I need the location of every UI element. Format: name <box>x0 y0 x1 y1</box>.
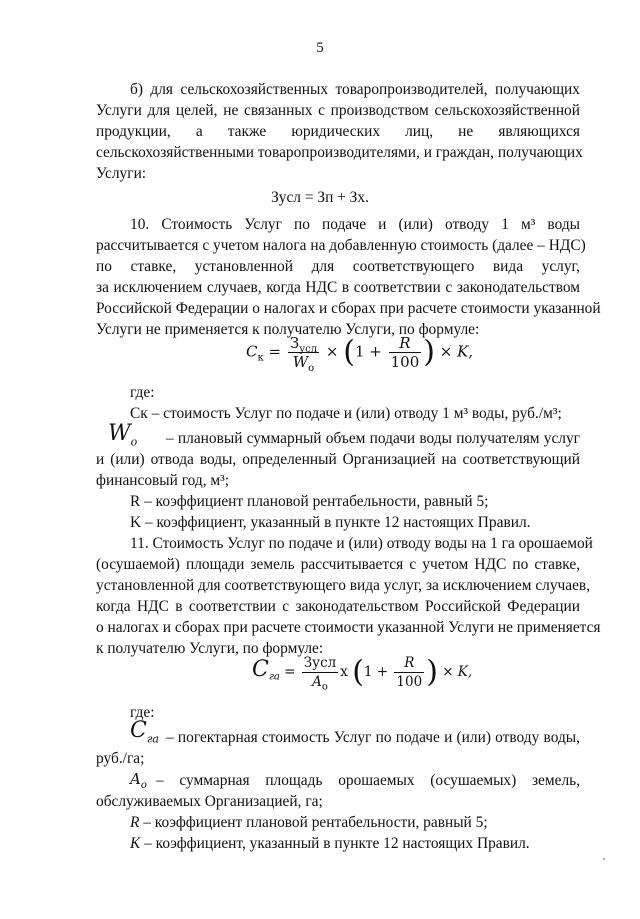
formula-stoimost-ga <box>252 654 472 691</box>
formula2-eq: = <box>284 664 296 680</box>
formula1-den: W <box>292 353 309 371</box>
formula2-inner-num: R <box>394 654 424 673</box>
text-line: Зусл = Зп + Зх. <box>271 189 369 206</box>
text-line: Услуги: <box>96 165 147 182</box>
text-line: к получателю Услуги, по формуле: <box>96 640 324 657</box>
formula1-times: × <box>325 342 339 361</box>
formula2-den-sub: о <box>321 681 328 693</box>
formula2-tail: × K, <box>442 664 473 680</box>
formula2-open-paren: ( <box>352 654 364 690</box>
formula2-one: 1 + <box>363 664 389 680</box>
text-line: K – коэффициент, указанный в пункте 12 настоящих Правил. <box>130 835 530 852</box>
formula2-times: x <box>340 664 348 680</box>
formula2-inner-fraction <box>394 654 424 691</box>
text-line: Cк – стоимость Услуг по подаче и (или) отводу 1 м³ воды, руб./м³; <box>130 405 562 422</box>
text-line: R – коэффициент плановой рентабельности, равный 5; <box>130 493 489 510</box>
text-line: когда НДС в соответствии с законодательством Российской Федерации <box>96 598 580 615</box>
text-line: Российской Федерации о налогах и сборах при расчете стоимости указанной <box>96 300 601 317</box>
symbol-wo-sub: o <box>130 435 138 449</box>
formula-stoimost-m3 <box>246 334 474 374</box>
formula2-lhs: C <box>252 657 269 682</box>
text-line: и (или) отвода воды, определенный Организацией на соответствующий <box>96 451 580 468</box>
text-line: финансовый год, м³; <box>96 472 230 489</box>
text-line: – суммарная площадь орошаемых (осушаемых) земель, <box>156 772 580 789</box>
formula1-lhs: C <box>246 342 258 361</box>
formula2-num: Зусл <box>303 655 337 671</box>
symbol-cga <box>130 718 159 746</box>
symbol-wo-letter: W <box>108 421 131 446</box>
formula1-one: 1 + <box>354 342 382 361</box>
formula2-close-paren: ) <box>426 654 438 690</box>
text-line: K – коэффициент, указанный в пункте 12 настоящих Правил. <box>130 514 531 531</box>
text-line: Услуги для целей, не связанных с производством сельскохозяйственной <box>96 102 580 119</box>
formula1-eq: = <box>268 342 282 361</box>
text-line: 11. Стоимость Услуг по подаче и (или) отводу воды на 1 га орошаемой <box>130 535 593 552</box>
text-line: за исключением случаев, когда НДС в соответствии с законодательством <box>96 279 580 296</box>
scan-speck <box>603 858 605 860</box>
text-line: б) для сельскохозяйственных товаропроизводителей, получающих <box>130 81 580 98</box>
text-line: по ставке, установленной для соответствующего вида услуг, <box>96 258 580 275</box>
formula1-tail: × K, <box>439 342 474 361</box>
symbol-wo <box>108 421 138 449</box>
formula1-inner-num: R <box>389 334 422 353</box>
formula1-num: З <box>289 334 300 352</box>
text-line: где: <box>130 704 155 721</box>
symbol-ao-sub: о <box>140 780 147 791</box>
formula1-lhs-sub: к <box>257 352 264 364</box>
symbol-cga-sub: га <box>146 732 159 746</box>
formula2-fraction <box>302 654 339 691</box>
text-line: руб./га; <box>96 750 145 767</box>
text-line: (осушаемой) площади земель рассчитывается с учетом НДС по ставке, <box>96 556 580 573</box>
formula2-den: A <box>312 674 322 690</box>
text-line: – плановый суммарный объем подачи воды получателям услуг <box>166 430 580 447</box>
text-line: рассчитывается с учетом налога на добавленную стоимость (далее – НДС) <box>96 237 586 254</box>
formula1-den-sub: о <box>308 363 315 374</box>
text-line: – погектарная стоимость Услуг по подаче и (или) отводу воды, <box>166 729 580 746</box>
text-line: продукции, а также юридических лиц, не являющихся <box>96 123 580 140</box>
formula1-open-paren: ( <box>343 334 355 370</box>
text-line: сельскохозяйственными товаропроизводителями, и граждан, получающих <box>96 144 583 161</box>
text-line: установленной для соответствующего вида услуг, за исключением случаев, <box>96 577 591 594</box>
text-line: где: <box>130 384 155 401</box>
formula1-inner-fraction <box>389 334 422 371</box>
formula1-close-paren: ) <box>423 334 435 370</box>
formula2-lhs-sub: га <box>268 671 280 683</box>
text-line: обслуживаемых Организацией, га; <box>96 793 323 810</box>
formula1-fraction <box>288 334 319 374</box>
formula1-num-sub: усл <box>299 344 318 355</box>
symbol-ao-letter: A <box>130 770 141 788</box>
formula2-inner-den: 100 <box>396 674 423 690</box>
text-line: Услуги не применяется к получателю Услуги, по формуле: <box>96 321 480 338</box>
symbol-cga-letter: C <box>130 718 147 743</box>
page-number: 5 <box>316 40 324 56</box>
formula1-inner-den: 100 <box>390 353 420 371</box>
symbol-ao <box>130 770 147 791</box>
text-line: R – коэффициент плановой рентабельности, равный 5; <box>130 814 488 831</box>
text-line: о налогах и сборах при расчете стоимости указанной Услуги не применяется <box>96 619 601 636</box>
text-line: 10. Стоимость Услуг по подаче и (или) отводу 1 м³ воды <box>130 216 580 233</box>
